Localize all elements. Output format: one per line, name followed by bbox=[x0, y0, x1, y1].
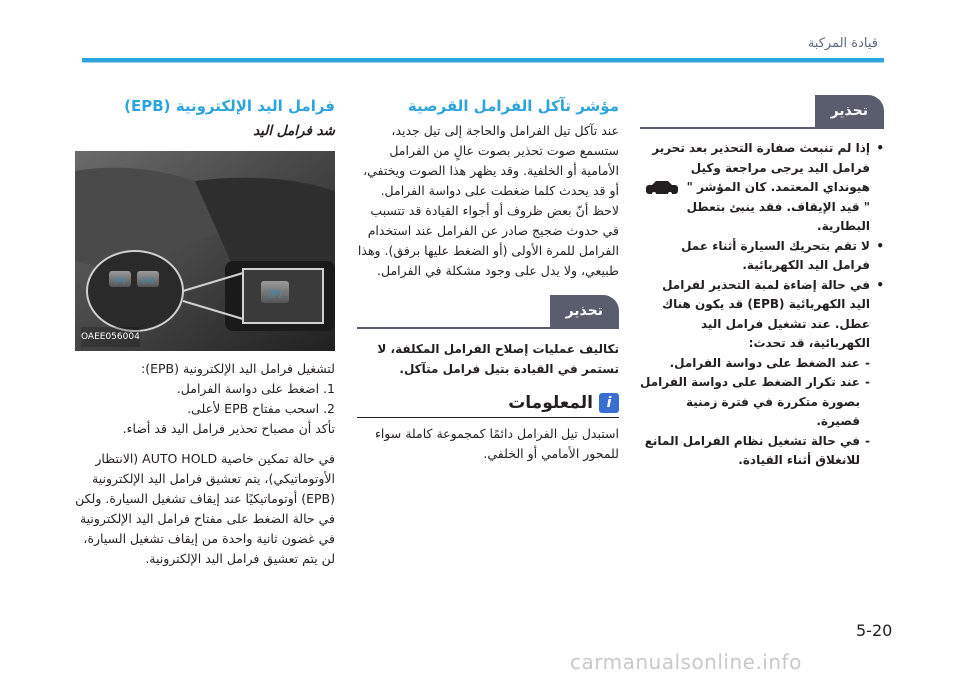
section-header: قيادة المركبة bbox=[807, 36, 878, 51]
svg-text:(P): (P) bbox=[268, 289, 282, 300]
car-warning-icon bbox=[645, 180, 679, 196]
warning-bullet bbox=[640, 276, 884, 471]
warning-bullet-text: إذا لم تنبعث صفارة التحذير بعد تحرير فرامل اليد يرجى مراجعة وكيل هيونداي المعتمد. bbox=[652, 141, 870, 194]
warning-rule bbox=[357, 327, 619, 329]
info-header bbox=[357, 393, 619, 413]
paragraph: لاحظ أنّ بعض ظروف أو أجواء القيادة قد تتسبب في حدوث ضجيج صادر عن الفرامل عند استخدام الفرامل للمرة الأولى (أو الضغط عليها برفق). وهذا طبيعي، ولا يدل على وجود مشكلة في الفرامل. bbox=[357, 203, 619, 278]
warning-bullets bbox=[640, 139, 884, 471]
page-number: 5-20 bbox=[856, 621, 893, 640]
warning-text: تكاليف عمليات إصلاح الفرامل المكلفة، لا تستمر في القيادة بتيل فرامل متآكل. bbox=[377, 342, 619, 376]
warning-sub-item: - عند تكرار الضغط على دواسة الفرامل بصورة متكررة في فترة زمنية قصيرة. bbox=[640, 373, 870, 432]
paragraph: عند تآكل تيل الفرامل والحاجة إلى تيل جديد، ستسمع صوت تحذير بصوت عالٍ من الفرامل الأمامية أو الخلفية. وقد يظهر هذا الصوت ويختفي، أو قد يحدث كلما ضغطت على دواسة الفرامل. bbox=[363, 123, 619, 198]
console-illustration bbox=[75, 151, 335, 351]
paragraph: في حالة تمكين خاصية AUTO HOLD (الانتظار الأوتوماتيكي)، يتم تعشيق فرامل اليد الإلكترونية (EPB) أوتوماتيكيًا عند إيقاف تشغيل السيارة. ولكن في حالة الضغط على مفتاح فرامل اليد الإلكترونية في غضون ثانية واحدة من إيقاف تشغيل السيارة، لن يتم تعشيق فرامل اليد الإلكترونية. bbox=[75, 451, 335, 566]
car-sentence-before: كان المؤشر " bbox=[686, 180, 767, 194]
photo-caption: OAEE056004 bbox=[81, 327, 140, 347]
step-item: تأكد أن مصباح تحذير فرامل اليد قد أضاء. bbox=[122, 421, 335, 436]
info-icon: i bbox=[599, 393, 619, 413]
warning-label: تحذير bbox=[815, 95, 884, 127]
warning-bullet-text: في حالة إضاءة لمبة التحذير لفرامل اليد الكهربائية (EPB) قد يكون هناك عطل. bbox=[662, 277, 870, 331]
warning-label: تحذير bbox=[550, 295, 619, 327]
right-column bbox=[640, 95, 884, 471]
steps-intro: لتشغيل فرامل اليد الإلكترونية (EPB): bbox=[141, 361, 335, 376]
info-title: المعلومات bbox=[508, 393, 593, 413]
header-rule-thin bbox=[82, 62, 884, 63]
step-item: 2. اسحب مفتاح EPB لأعلى. bbox=[187, 401, 335, 416]
warning-sub-item: - في حالة تشغيل نظام الفرامل المانع للانغلاق أثناء القيادة. bbox=[640, 432, 870, 471]
warning-bullet bbox=[640, 139, 884, 237]
middle-column bbox=[357, 95, 619, 464]
section-title: مؤشر تآكل الفرامل القرصية bbox=[407, 97, 619, 115]
epb-switch-photo bbox=[75, 151, 335, 351]
watermark: carmanualsonline.info bbox=[570, 650, 802, 674]
warning-rule bbox=[640, 127, 884, 129]
warning-bullet: • لا تقم بتحريك السيارة أثناء عمل فرامل اليد الكهربائية. bbox=[640, 237, 884, 276]
sub-title: شد فرامل اليد bbox=[253, 123, 335, 139]
info-rule bbox=[357, 417, 619, 418]
svg-text:(A): (A) bbox=[142, 276, 154, 285]
car-sentence-after: " قيد الإيقاف. فقد ينبئ بتعطل البطارية. bbox=[686, 199, 870, 233]
left-column bbox=[75, 95, 335, 569]
warning-subs bbox=[640, 354, 870, 471]
warning-sub-item: - عند الضغط على دواسة الفرامل. bbox=[640, 354, 870, 374]
section-title: فرامل اليد الإلكترونية (EPB) bbox=[124, 97, 335, 115]
info-text: استبدل تيل الفرامل دائمًا كمجموعة كاملة سواء للمحور الأمامي أو الخلفي. bbox=[374, 426, 619, 461]
step-item: 1. اضغط على دواسة الفرامل. bbox=[176, 381, 335, 396]
svg-text:(P): (P) bbox=[114, 276, 126, 285]
warning-intro: عند تشغيل فرامل اليد الكهربائية، قد تحدث: bbox=[700, 316, 870, 350]
steps bbox=[75, 359, 335, 569]
